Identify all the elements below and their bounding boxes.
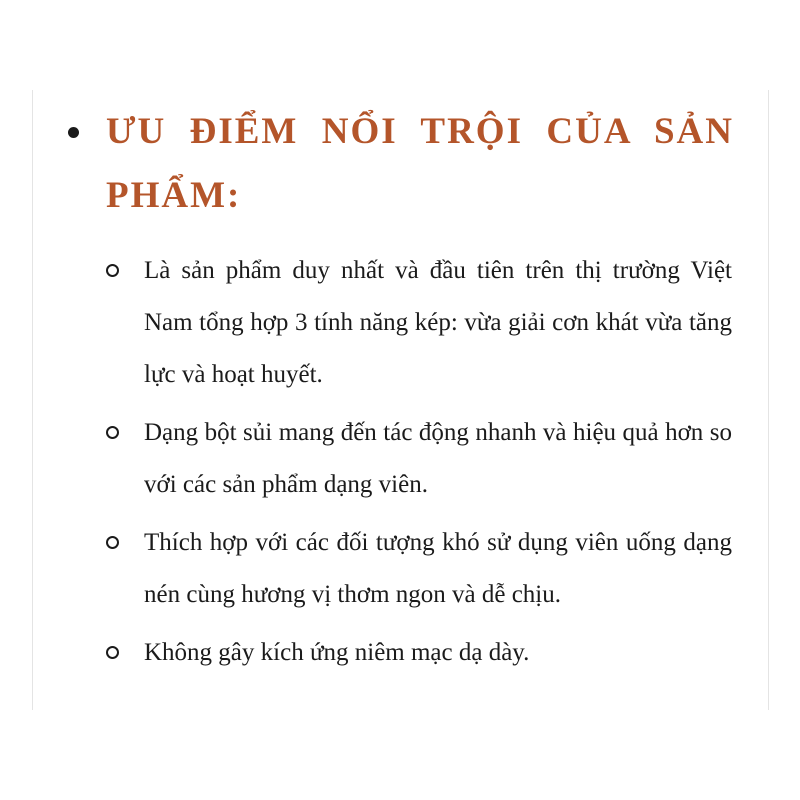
- right-border-line: [768, 90, 769, 710]
- list-item-text: Là sản phẩm duy nhất và đầu tiên trên thị trường Việt Nam tổng hợp 3 tính năng kép: vừa giải cơn khát vừa tăng lực và hoạt huyết.: [144, 257, 732, 388]
- heading-bullet: [68, 127, 79, 138]
- list-item-text: Thích hợp với các đối tượng khó sử dụng viên uống dạng nén cùng hương vị thơm ngon và dễ chịu.: [144, 529, 732, 608]
- list-item: [104, 407, 732, 511]
- advantages-list: [104, 245, 732, 679]
- list-bullet-circle: [106, 646, 119, 659]
- list-bullet-circle: [106, 536, 119, 549]
- section-heading: ƯU ĐIỂM NỔI TRỘI CỦA SẢN PHẨM:: [106, 111, 734, 216]
- left-border-line: [32, 90, 33, 710]
- list-item-text: Dạng bột sủi mang đến tác động nhanh và hiệu quả hơn so với các sản phẩm dạng viên.: [144, 419, 732, 498]
- list-bullet-circle: [106, 264, 119, 277]
- list-item: [104, 517, 732, 621]
- list-item: [104, 627, 732, 679]
- list-bullet-circle: [106, 426, 119, 439]
- list-item-text: Không gây kích ứng niêm mạc dạ dày.: [144, 639, 530, 666]
- list-item: [104, 245, 732, 401]
